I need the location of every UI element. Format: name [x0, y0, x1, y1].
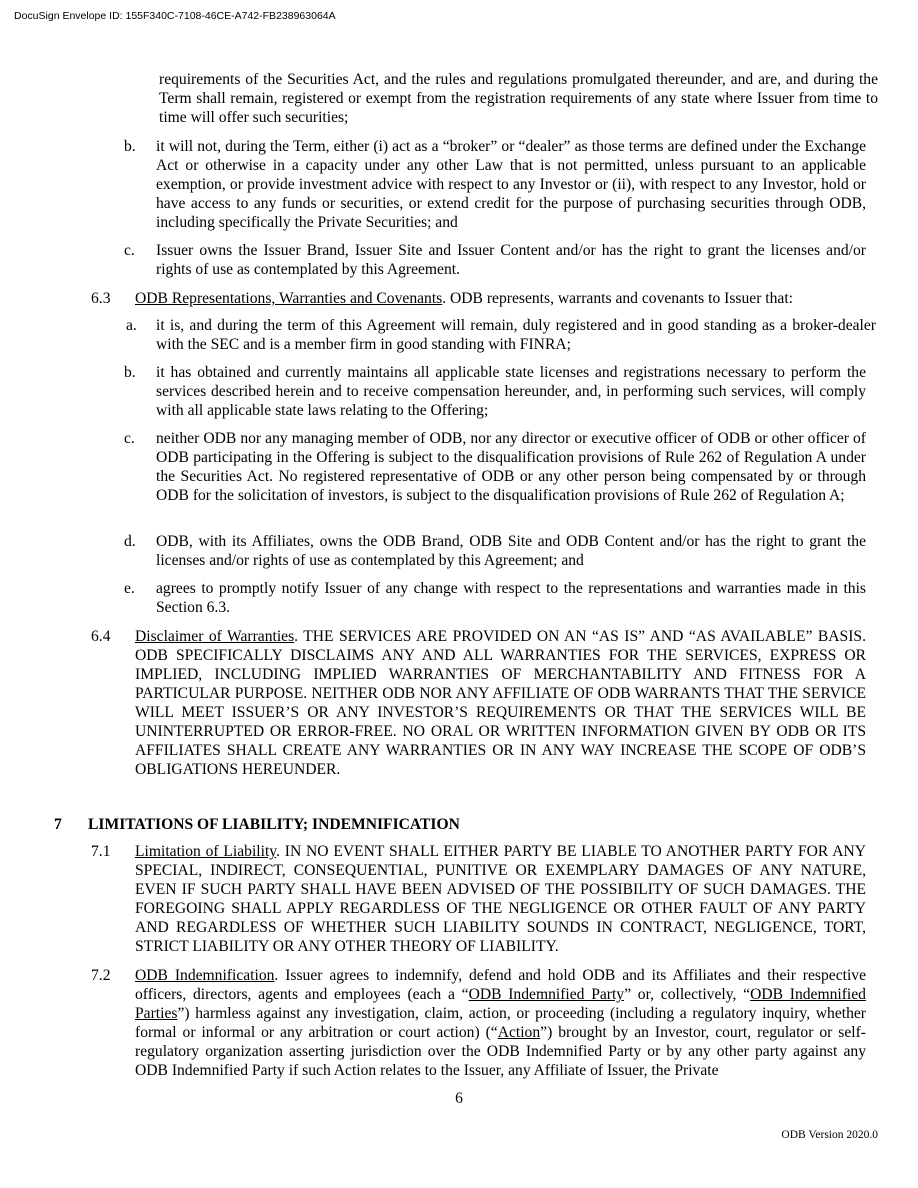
page-number: 6: [455, 1090, 463, 1107]
clause-6-3-b-label: b.: [124, 364, 136, 381]
section-7-2-part-3: ”) harmless against any investigation, claim, action, or proceeding (including a regulatory inquiry, whether formal or informal or any arbitration or court action) (“: [135, 1005, 866, 1041]
clause-6-3-d-label: d.: [124, 533, 136, 550]
defined-term-odb-indemnified-parties: ODB Indemnified Parties: [135, 986, 866, 1022]
section-7-1-title: Limitation of Liability: [135, 843, 277, 860]
clause-6-2-c-label: c.: [124, 242, 135, 259]
section-6-3-intro-text: . ODB represents, warrants and covenants to Issuer that:: [442, 290, 793, 307]
section-7-1-body: . IN NO EVENT SHALL EITHER PARTY BE LIABLE TO ANOTHER PARTY FOR ANY SPECIAL, INDIRECT, CONSEQUENTIAL, PUNITIVE OR EXEMPLARY DAMAGES OF ANY NATURE, EVEN IF SUCH PARTY SHALL HAVE BEEN ADVISED OF THE POSSIBILITY OF SUCH DAMAGES. THE FOREGOING SHALL APPLY REGARDLESS OF THE NEGLIGENCE OR OTHER FAULT OF ANY PARTY AND REGARDLESS OF WHETHER SUCH LIABILITY SOUNDS IN CONTRACT, NEGLIGENCE, TORT, STRICT LIABILITY OR ANY OTHER THEORY OF LIABILITY.: [135, 843, 866, 955]
clause-6-2-b-label: b.: [124, 138, 136, 155]
clause-6-3-c-label: c.: [124, 430, 135, 447]
section-7-2-part-4: ”) brought by an Investor, court, regulator or self-regulatory organization asserting jurisdiction over the ODB Indemnified Party or by any other party against any ODB Indemnified Party if such Action relates to the Issuer, any Affiliate of Issuer, the Private: [135, 1024, 866, 1079]
clause-6-3-e-label: e.: [124, 580, 135, 597]
section-7-2-text: [135, 966, 866, 1080]
clause-6-3-a-label: a.: [126, 317, 137, 334]
clause-6-2-b-text: it will not, during the Term, either (i) act as a “broker” or “dealer” as those terms are defined under the Exchange Act or otherwise in a capacity under any other Law that is not permitted, unless pursuant to an applicable exemption, or provide investment advice with respect to any Investor or (ii), with respect to any Investor, hold or have access to any funds or securities, or extend credit for the purpose of purchasing securities through ODB, including specifically the Private Securities; and: [156, 138, 866, 231]
section-7-2-title: ODB Indemnification: [135, 967, 275, 984]
section-6-3-number: 6.3: [91, 290, 111, 307]
clause-6-3-d-text: ODB, with its Affiliates, owns the ODB Brand, ODB Site and ODB Content and/or has the right to grant the licenses and/or rights of use as contemplated by this Agreement; and: [156, 533, 866, 569]
section-6-3-intro: [135, 289, 866, 308]
clause-6-2-a-continuation: requirements of the Securities Act, and the rules and regulations promulgated thereunder, and are, and during the Term shall remain, registered or exempt from the registration requirements of any state where Issuer from time to time will offer such securities;: [159, 71, 878, 126]
clause-6-3-e-text: agrees to promptly notify Issuer of any change with respect to the representations and warranties made in this Section 6.3.: [156, 580, 866, 616]
section-7-2-number: 7.2: [91, 967, 111, 984]
section-7-2-part-2: ” or, collectively, “: [624, 986, 751, 1003]
section-7-title: LIMITATIONS OF LIABILITY; INDEMNIFICATION: [88, 816, 460, 833]
section-7-number: 7: [54, 816, 62, 833]
section-6-4-body: . THE SERVICES ARE PROVIDED ON AN “AS IS” AND “AS AVAILABLE” BASIS. ODB SPECIFICALLY DISCLAIMS ANY AND ALL WARRANTIES FOR THE SERVICES, EXPRESS OR IMPLIED, INCLUDING IMPLIED WARRANTIES OF MERCHANTABILITY AND FITNESS FOR A PARTICULAR PURPOSE. NEITHER ODB NOR ANY AFFILIATE OF ODB WARRANTS THAT THE SERVICE WILL MEET ISSUER’S OR ANY INVESTOR’S REQUIREMENTS OR THAT THE SERVICES WILL BE UNINTERRUPTED OR ERROR-FREE. NO ORAL OR WRITTEN INFORMATION GIVEN BY ODB OR ITS AFFILIATES SHALL CREATE ANY WARRANTIES OR IN ANY WAY INCREASE THE SCOPE OF ODB’S OBLIGATIONS HEREUNDER.: [135, 628, 866, 778]
section-7-1-text: [135, 842, 866, 956]
defined-term-action: Action: [497, 1024, 541, 1041]
clause-6-3-a-text: it is, and during the term of this Agreement will remain, duly registered and in good standing as a broker-dealer with the SEC and is a member firm in good standing with FINRA;: [156, 317, 876, 353]
section-7-2-part-1: . Issuer agrees to indemnify, defend and hold ODB and its Affiliates and their respective officers, directors, agents and employees (each a “: [135, 967, 866, 1003]
version-label: ODB Version 2020.0: [781, 1129, 878, 1141]
envelope-id: DocuSign Envelope ID: 155F340C-7108-46CE-A742-FB238963064A: [14, 10, 336, 22]
section-6-4-number: 6.4: [91, 628, 111, 645]
section-6-3-title: ODB Representations, Warranties and Covenants: [135, 290, 443, 307]
clause-6-3-c-text: neither ODB nor any managing member of ODB, nor any director or executive officer of ODB or other officer of ODB participating in the Offering is subject to the disqualification provisions of Rule 262 of Regulation A under the Securities Act. No registered representative of ODB or any other person being compensated by or through ODB for the solicitation of investors, is subject to the disqualification provisions of Rule 262 of Regulation A;: [156, 430, 866, 504]
section-7-1-number: 7.1: [91, 843, 111, 860]
clause-6-2-c-text: Issuer owns the Issuer Brand, Issuer Site and Issuer Content and/or has the right to grant the licenses and/or rights of use as contemplated by this Agreement.: [156, 242, 866, 278]
section-6-4-title: Disclaimer of Warranties: [135, 628, 295, 645]
clause-6-3-b-text: it has obtained and currently maintains all applicable state licenses and registrations necessary to perform the services described herein and to receive compensation hereunder, and, in performing such services, will comply with all applicable state laws relating to the Offering;: [156, 364, 866, 419]
defined-term-odb-indemnified-party: ODB Indemnified Party: [468, 986, 625, 1003]
section-6-4-text: [135, 627, 866, 779]
